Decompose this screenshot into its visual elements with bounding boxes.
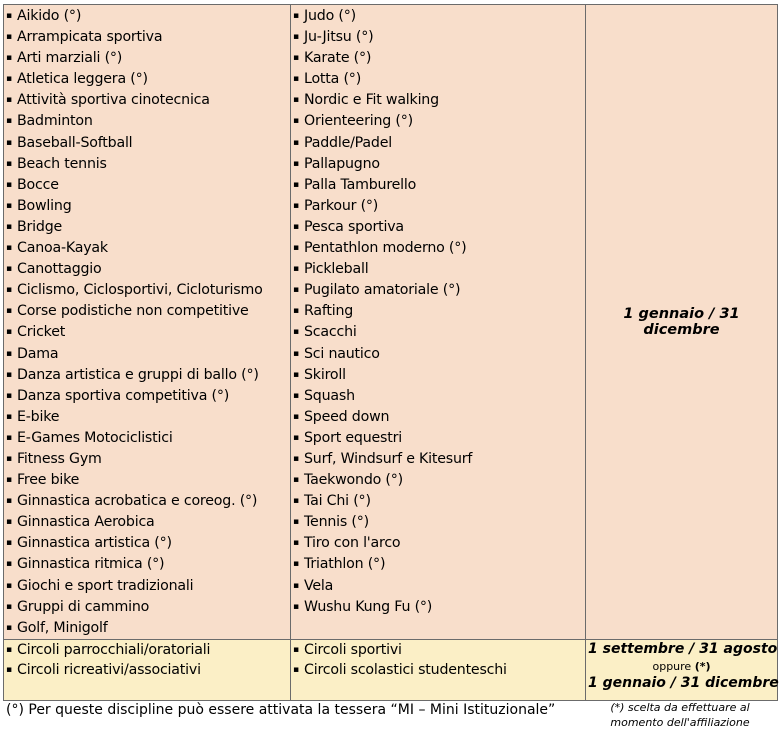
sport-item: ▪ E-bike — [6, 407, 290, 428]
sport-item: ▪ Gruppi di cammino — [6, 597, 290, 618]
sport-item: ▪ Ju-Jitsu (°) — [293, 27, 585, 48]
sport-item: ▪ Free bike — [6, 470, 290, 491]
sport-item: ▪ Rafting — [293, 301, 585, 322]
sport-item: ▪ Danza sportiva competitiva (°) — [6, 386, 290, 407]
circoli-period-cell — [586, 639, 778, 700]
period-option-1: 1 settembre / 31 agosto — [588, 640, 778, 657]
sport-item: ▪ Tai Chi (°) — [293, 491, 585, 512]
sport-item: ▪ Giochi e sport tradizionali — [6, 576, 290, 597]
sport-item: ▪ Ciclismo, Ciclosportivi, Cicloturismo — [6, 280, 290, 301]
sport-item: ▪ Baseball-Softball — [6, 133, 290, 154]
sport-item: ▪ Surf, Windsurf e Kitesurf — [293, 449, 585, 470]
sport-item: ▪ Triathlon (°) — [293, 554, 585, 575]
sports-list-2 — [291, 5, 585, 618]
sport-item: ▪ Beach tennis — [6, 154, 290, 175]
sport-item: ▪ Pesca sportiva — [293, 217, 585, 238]
sport-item: ▪ Bowling — [6, 196, 290, 217]
sport-item: ▪ Vela — [293, 576, 585, 597]
sport-item: ▪ Badminton — [6, 111, 290, 132]
sports-column-1 — [4, 5, 291, 640]
sport-item: ▪ Corse podistiche non competitive — [6, 301, 290, 322]
sport-item: ▪ Tiro con l'arco — [293, 533, 585, 554]
sport-item: ▪ Atletica leggera (°) — [6, 69, 290, 90]
sport-item: ▪ Arti marziali (°) — [6, 48, 290, 69]
sport-item: ▪ Parkour (°) — [293, 196, 585, 217]
period-option-2: 1 gennaio / 31 dicembre — [588, 674, 779, 691]
sport-item: ▪ Ginnastica acrobatica e coreog. (°) — [6, 491, 290, 512]
sport-item: ▪ Ginnastica ritmica (°) — [6, 554, 290, 575]
circolo-item: ▪ Circoli sportivi — [293, 640, 585, 660]
circoli-list-1 — [4, 640, 290, 680]
sport-item: ▪ Sport equestri — [293, 428, 585, 449]
sport-item: ▪ Attività sportiva cinotecnica — [6, 90, 290, 111]
sport-item: ▪ Fitness Gym — [6, 449, 290, 470]
sport-item: ▪ Canoa-Kayak — [6, 238, 290, 259]
circolo-item: ▪ Circoli parrocchiali/oratoriali — [6, 640, 290, 660]
sport-item: ▪ Danza artistica e gruppi di ballo (°) — [6, 365, 290, 386]
sport-item: ▪ Golf, Minigolf — [6, 618, 290, 639]
footnote-affiliation-choice: (*) scelta da effettuare al momento dell'affiliazione — [610, 701, 750, 729]
sport-item: ▪ Scacchi — [293, 322, 585, 343]
sports-list-1 — [4, 5, 290, 639]
sport-item: ▪ Orienteering (°) — [293, 111, 585, 132]
sport-item: ▪ Wushu Kung Fu (°) — [293, 597, 585, 618]
sport-item: ▪ Karate (°) — [293, 48, 585, 69]
circolo-item: ▪ Circoli scolastici studenteschi — [293, 660, 585, 680]
sport-item: ▪ Tennis (°) — [293, 512, 585, 533]
sport-item: ▪ Bridge — [6, 217, 290, 238]
or-label — [588, 659, 775, 674]
sport-item: ▪ Canottaggio — [6, 259, 290, 280]
sport-item: ▪ Aikido (°) — [6, 6, 290, 27]
circoli-row — [4, 639, 778, 700]
sports-period: 1 gennaio / 31 dicembre — [586, 5, 778, 640]
sport-item: ▪ Sci nautico — [293, 344, 585, 365]
sport-item: ▪ Speed down — [293, 407, 585, 428]
footnote-mini-card: (°) Per queste discipline può essere attivata la tessera “MI – Mini Istituzionale” — [6, 702, 556, 718]
sport-item: ▪ Pickleball — [293, 259, 585, 280]
or-mark: (*) — [694, 659, 711, 673]
sport-item: ▪ Nordic e Fit walking — [293, 90, 585, 111]
sport-item: ▪ Paddle/Padel — [293, 133, 585, 154]
circoli-list-2 — [291, 640, 585, 680]
circoli-column-2 — [291, 639, 586, 700]
sport-item: ▪ Pugilato amatoriale (°) — [293, 280, 585, 301]
sport-item: ▪ Palla Tamburello — [293, 175, 585, 196]
sport-item: ▪ E-Games Motociclistici — [6, 428, 290, 449]
sport-item: ▪ Judo (°) — [293, 6, 585, 27]
sport-item: ▪ Ginnastica artistica (°) — [6, 533, 290, 554]
sports-column-2 — [291, 5, 586, 640]
sport-item: ▪ Skiroll — [293, 365, 585, 386]
sport-item: ▪ Lotta (°) — [293, 69, 585, 90]
sport-item: ▪ Squash — [293, 386, 585, 407]
sports-row — [4, 5, 778, 640]
sport-item: ▪ Cricket — [6, 322, 290, 343]
sport-item: ▪ Arrampicata sportiva — [6, 27, 290, 48]
circolo-item: ▪ Circoli ricreativi/associativi — [6, 660, 290, 680]
sport-item: ▪ Dama — [6, 344, 290, 365]
sport-item: ▪ Ginnastica Aerobica — [6, 512, 290, 533]
circoli-column-1 — [4, 639, 291, 700]
circoli-period — [586, 640, 777, 693]
sport-item: ▪ Pentathlon moderno (°) — [293, 238, 585, 259]
affiliation-table — [3, 4, 778, 701]
or-word: oppure — [652, 659, 692, 673]
sport-item: ▪ Taekwondo (°) — [293, 470, 585, 491]
sport-item: ▪ Pallapugno — [293, 154, 585, 175]
sport-item: ▪ Bocce — [6, 175, 290, 196]
